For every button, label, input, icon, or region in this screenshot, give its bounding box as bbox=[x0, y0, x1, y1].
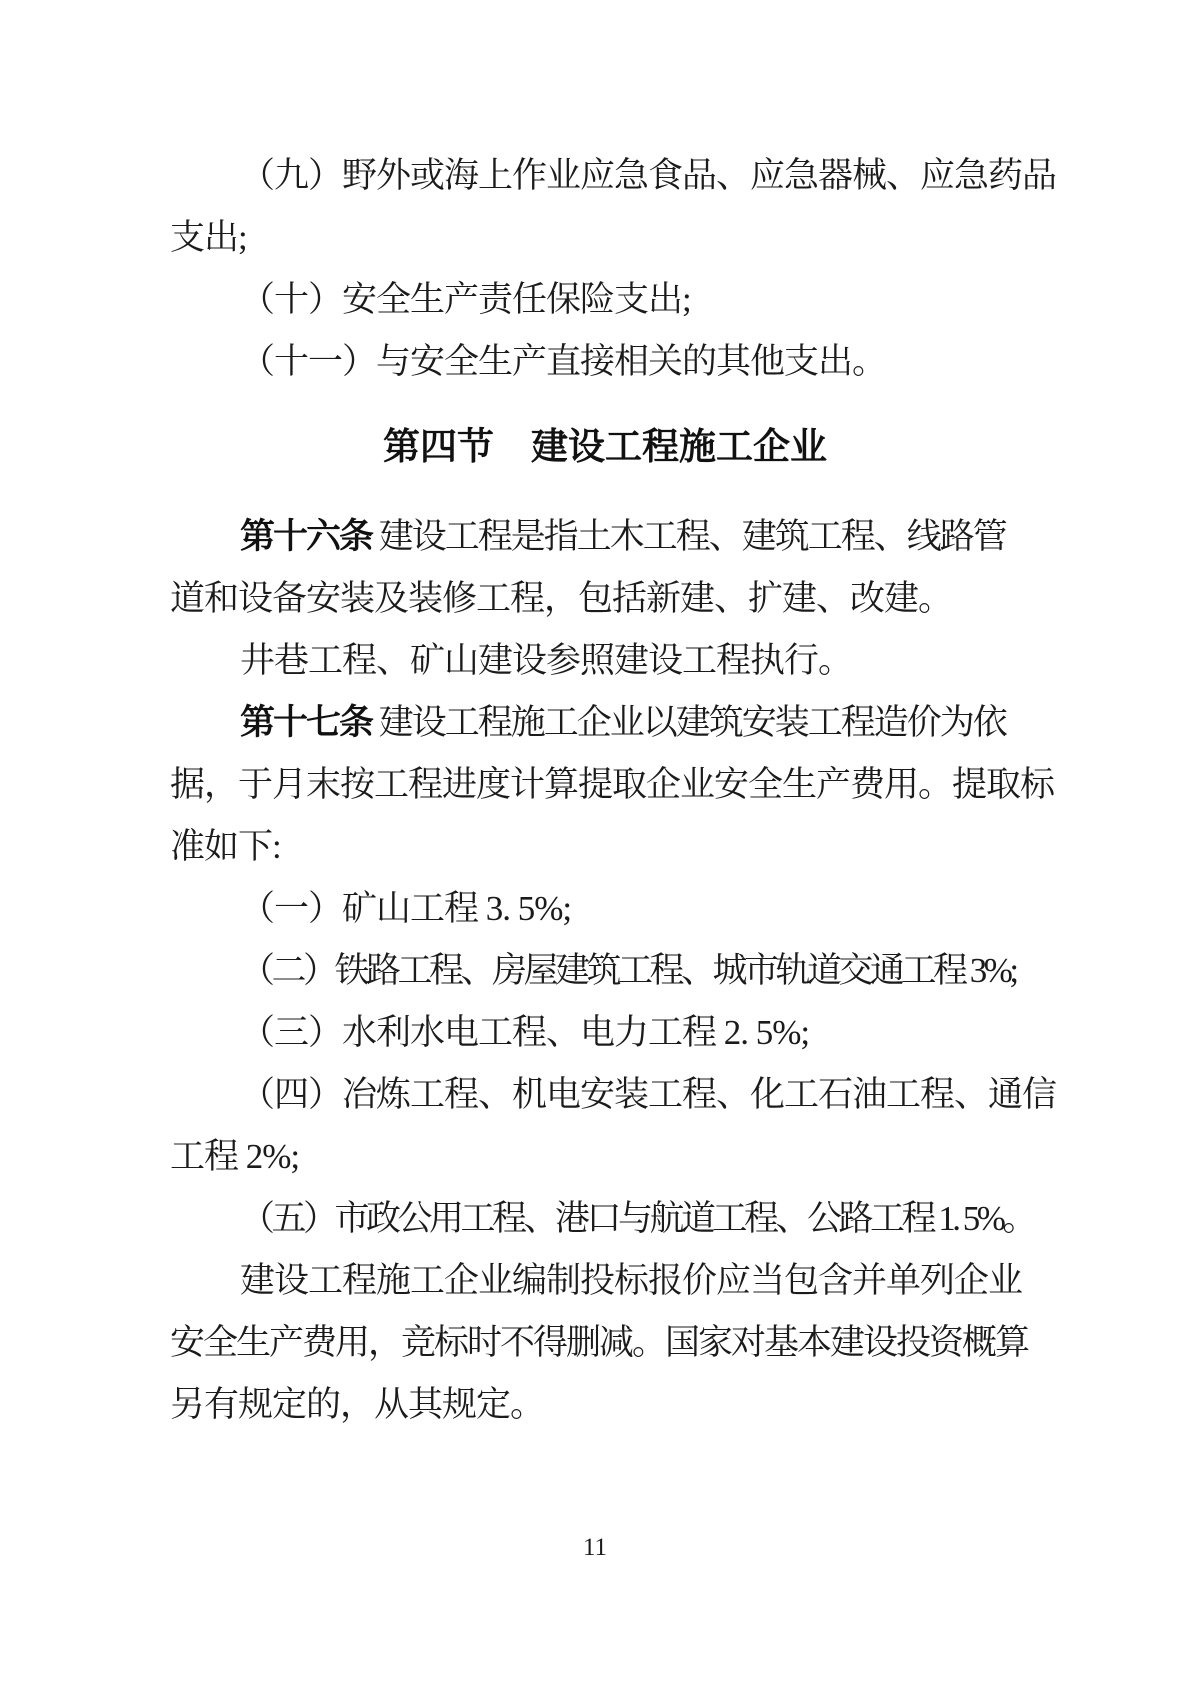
document-line: 支出; bbox=[170, 218, 247, 257]
document-line bbox=[170, 506, 1040, 568]
page-number: 11 bbox=[582, 1534, 608, 1561]
document-line: 据，于月末按工程进度计算提取企业安全生产费用。提取标 bbox=[170, 765, 1055, 804]
document-line: （十）安全生产责任保险支出; bbox=[240, 280, 691, 319]
article-text: 建设工程是指土木工程、建筑工程、线路管 bbox=[372, 517, 1006, 556]
document-body bbox=[170, 0, 1057, 1436]
document-line bbox=[170, 692, 1040, 754]
document-line: （九）野外或海上作业应急食品、应急器械、应急药品 bbox=[240, 156, 1057, 195]
document-line: 另有规定的，从其规定。 bbox=[170, 1385, 545, 1424]
document-line: 井巷工程、矿山建设参照建设工程执行。 bbox=[240, 641, 853, 680]
document-line: 建设工程施工企业编制投标报价应当包含并单列企业 bbox=[240, 1261, 1023, 1300]
document-line: （五）市政公用工程、港口与航道工程、公路工程 1. 5%。 bbox=[240, 1199, 1034, 1238]
document-line: （一）矿山工程 3. 5%; bbox=[240, 889, 572, 928]
article-number: 第十六条 bbox=[240, 517, 373, 556]
document-line: （二）铁路工程、房屋建筑工程、城市轨道交通工程 3%; bbox=[240, 951, 1016, 990]
section-heading: 第四节 建设工程施工企业 bbox=[383, 426, 827, 467]
document-line: 准如下: bbox=[170, 827, 281, 866]
document-line: （三）水利水电工程、电力工程 2. 5%; bbox=[240, 1013, 810, 1052]
document-line: （四）冶炼工程、机电安装工程、化工石油工程、通信 bbox=[240, 1075, 1057, 1114]
document-line: 安全生产费用，竞标时不得删减。国家对基本建设投资概算 bbox=[170, 1323, 1029, 1362]
document-line: （十一）与安全生产直接相关的其他支出。 bbox=[240, 342, 887, 381]
document-line: 工程 2%; bbox=[170, 1137, 300, 1176]
article-number: 第十七条 bbox=[240, 703, 373, 742]
article-text: 建设工程施工企业以建筑安装工程造价为依 bbox=[372, 703, 1006, 742]
document-line: 道和设备安装及装修工程，包括新建、扩建、改建。 bbox=[170, 579, 953, 618]
